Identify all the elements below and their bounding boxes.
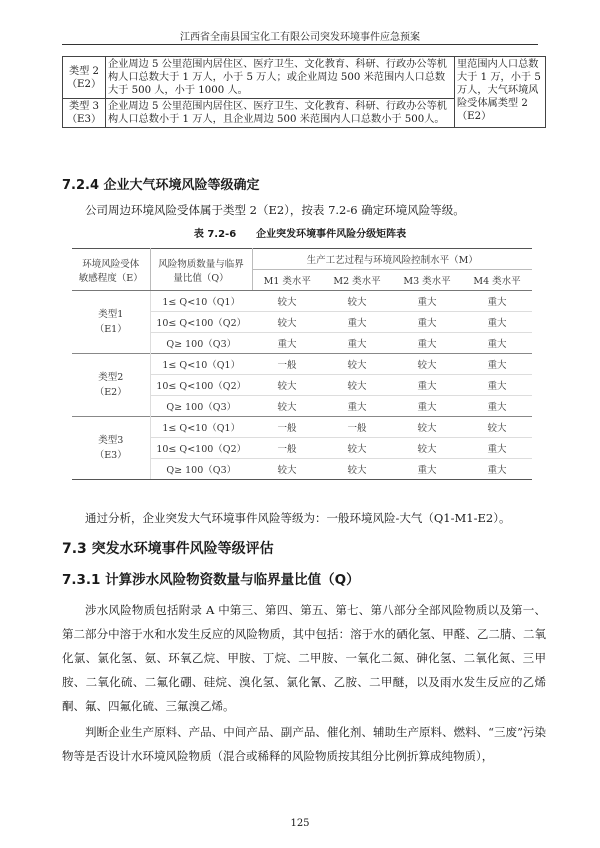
level-cell: 较大 [322, 291, 392, 312]
group-label: 类型2 （E2） [72, 354, 150, 417]
q-cell: 1≤ Q<10（Q1） [150, 291, 252, 312]
level-cell: 较大 [252, 312, 322, 333]
level-cell: 重大 [392, 375, 462, 396]
group-label: 类型3 （E3） [72, 417, 150, 480]
level-cell: 较大 [322, 438, 392, 459]
level-cell: 一般 [252, 417, 322, 438]
type-description: 企业周边 5 公里范围内居住区、医疗卫生、文化教育、科研、行政办公等机构人口总数大于 1 万人，小于 5 万人；或企业周边 500 米范围内人口总数大于 500 人，小于 1000 人。 [106, 57, 455, 99]
analysis-paragraph: 通过分析，企业突发大气环境事件风险等级为：一般环境风险-大气（Q1-M1-E2）。 [85, 511, 511, 525]
level-cell: 较大 [322, 459, 392, 480]
section-heading-7-3: 7.3 突发水环境事件风险等级评估 [62, 541, 274, 557]
risk-matrix-table [72, 248, 532, 480]
paragraph: 公司周边环境风险受体属于类型 2（E2），按表 7.2-6 确定环境风险等级。 [85, 203, 465, 217]
page-number: 125 [290, 818, 310, 829]
level-cell: 重大 [392, 459, 462, 480]
level-cell: 一般 [322, 417, 392, 438]
conclusion-cell: 里范围内人口总数大于 1 万，小于 5 万人，大气环境风险受体属类型 2（E2） [455, 57, 546, 128]
level-cell: 重大 [392, 312, 462, 333]
q-cell: Q≥ 100（Q3） [150, 396, 252, 417]
level-cell: 较大 [392, 417, 462, 438]
level-cell: 较大 [462, 417, 532, 438]
header-receptor: 环境风险受体 敏感程度（E） [72, 249, 150, 291]
level-cell: 重大 [392, 291, 462, 312]
level-cell: 重大 [462, 459, 532, 480]
table-row [72, 417, 532, 438]
header-q: 风险物质数量与临界 量比值（Q） [150, 249, 252, 291]
level-cell: 重大 [462, 375, 532, 396]
q-cell: 1≤ Q<10（Q1） [150, 354, 252, 375]
q-cell: Q≥ 100（Q3） [150, 459, 252, 480]
q-cell: Q≥ 100（Q3） [150, 333, 252, 354]
table-row [72, 291, 532, 312]
header-m1: M1 类水平 [252, 270, 322, 291]
section-heading-7-2-4: 7.2.4 企业大气环境风险等级确定 [62, 178, 260, 193]
level-cell: 一般 [252, 438, 322, 459]
q-cell: 1≤ Q<10（Q1） [150, 417, 252, 438]
type-code: （E3） [66, 114, 102, 125]
header-m3: M3 类水平 [392, 270, 462, 291]
header-m-group: 生产工艺过程与环境风险控制水平（M） [252, 249, 532, 270]
header-m4: M4 类水平 [462, 270, 532, 291]
level-cell: 重大 [392, 333, 462, 354]
q-cell: 10≤ Q<100（Q2） [150, 438, 252, 459]
type-description: 企业周边 5 公里范围内居住区、医疗卫生、文化教育、科研、行政办公等机构人口总数小于 1 万人，且企业周边 500 米范围内人口总数小于 500人。 [106, 99, 455, 128]
type-cell [63, 57, 106, 99]
level-cell: 较大 [252, 459, 322, 480]
table-row [72, 354, 532, 375]
level-cell: 重大 [462, 438, 532, 459]
q-cell: 10≤ Q<100（Q2） [150, 375, 252, 396]
level-cell: 重大 [322, 333, 392, 354]
level-cell: 重大 [462, 333, 532, 354]
table-row [63, 57, 546, 99]
receptor-type-table [62, 56, 546, 128]
table-header-row [72, 249, 532, 270]
level-cell: 重大 [322, 312, 392, 333]
paragraph: 判断企业生产原料、产品、中间产品、副产品、催化剂、辅助生产原料、燃料、“三废”污染物等是否设计水环境风险物质（混合或稀释的风险物质按其组分比例折算成纯物质）， [62, 725, 546, 763]
level-cell: 重大 [252, 333, 322, 354]
level-cell: 重大 [462, 291, 532, 312]
type-code: （E2） [66, 78, 102, 90]
level-cell: 重大 [462, 312, 532, 333]
type-label: 类型 3 [68, 101, 100, 112]
level-cell: 重大 [462, 396, 532, 417]
level-cell: 较大 [322, 375, 392, 396]
level-cell: 重大 [392, 396, 462, 417]
type-label: 类型 2 [68, 65, 100, 77]
level-cell: 较大 [392, 438, 462, 459]
type-cell [63, 99, 106, 128]
paragraph: 涉水风险物质包括附录 A 中第三、第四、第五、第七、第八部分全部风险物质以及第一、第二部分中溶于水和水发生反应的风险物质，其中包括：溶于水的硒化氢、甲醛、乙二腈、二氧化氯、氯化氢、氨、环氧乙烷、甲胺、丁烷、二甲胺、一氧化二氮、砷化氢、二氧化氮、三甲胺、二氧化硫、二氟化硼、硅烷、溴化氢、氯化氰、乙胺、二甲醚，以及雨水发生反应的乙烯酮、氟、四氟化硫、三氟溴乙烯。 [62, 603, 546, 713]
level-cell: 较大 [252, 291, 322, 312]
table-caption: 表 7.2-6 企业突发环境事件风险分级矩阵表 [193, 229, 407, 240]
section-heading-7-3-1: 7.3.1 计算涉水风险物资数量与临界量比值（Q） [62, 572, 360, 588]
level-cell: 重大 [322, 396, 392, 417]
header-m2: M2 类水平 [322, 270, 392, 291]
level-cell: 一般 [252, 354, 322, 375]
level-cell: 重大 [462, 354, 532, 375]
header-rule [62, 44, 538, 45]
page-header: 江西省全南县国宝化工有限公司突发环境事件应急预案 [180, 32, 420, 43]
level-cell: 较大 [252, 375, 322, 396]
level-cell: 较大 [252, 396, 322, 417]
q-cell: 10≤ Q<100（Q2） [150, 312, 252, 333]
group-label: 类型1 （E1） [72, 291, 150, 354]
level-cell: 较大 [322, 354, 392, 375]
level-cell: 较大 [392, 354, 462, 375]
